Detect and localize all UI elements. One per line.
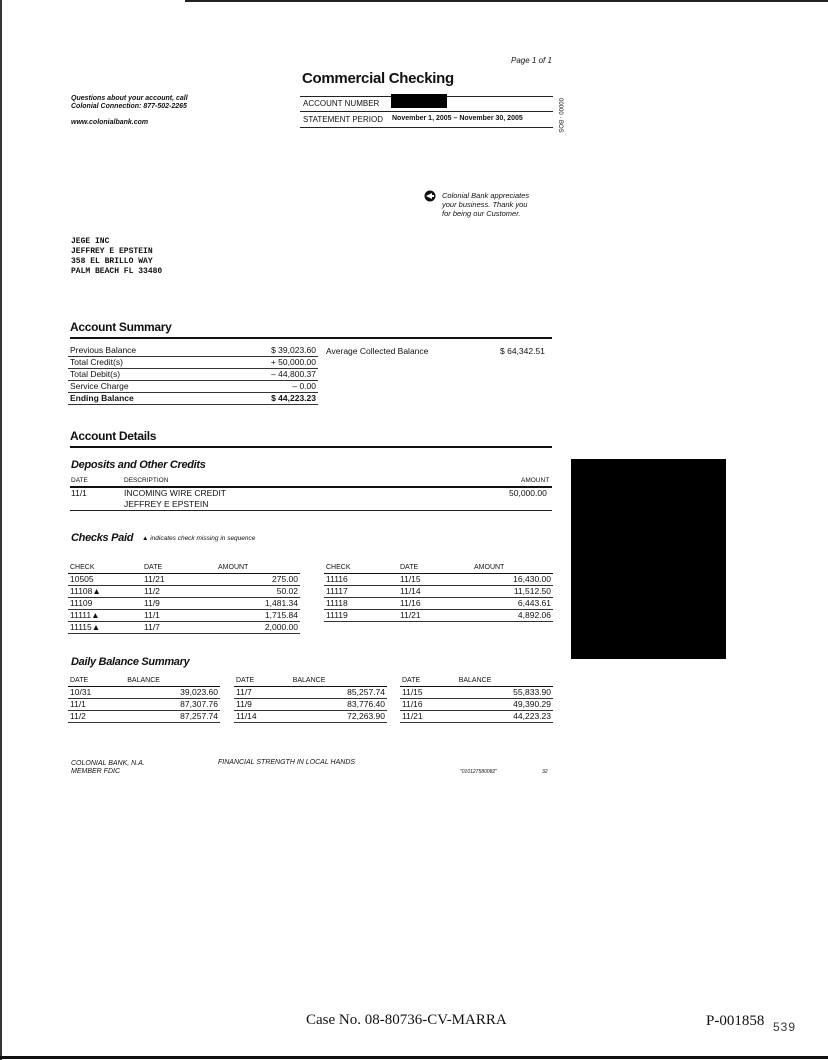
member-fdic: MEMBER FDIC bbox=[71, 768, 120, 775]
check-date: 11/14 bbox=[398, 586, 472, 598]
summary-value: + 50,000.00 bbox=[215, 357, 318, 369]
page-left-edge bbox=[0, 0, 2, 1060]
balance-value: 55,833.90 bbox=[457, 687, 553, 699]
balance-date: 11/15 bbox=[400, 687, 457, 699]
account-number-label: ACCOUNT NUMBER bbox=[303, 99, 380, 108]
checks-paid-heading: Checks Paid bbox=[71, 532, 134, 544]
summary-row-ending bbox=[68, 393, 318, 405]
page-top-edge bbox=[185, 0, 828, 2]
check-row bbox=[324, 574, 553, 586]
bank-slogan: FINANCIAL STRENGTH IN LOCAL HANDS bbox=[218, 759, 356, 766]
deposits-col-date: DATE bbox=[71, 477, 88, 484]
balance-value: 83,776.40 bbox=[291, 699, 387, 711]
summary-label: Total Credit(s) bbox=[68, 357, 215, 369]
deposit-amount: 50,000.00 bbox=[509, 488, 547, 498]
statement-title: Commercial Checking bbox=[302, 70, 454, 87]
balance-value: 85,257.74 bbox=[291, 687, 387, 699]
contact-line1: Questions about your account, call bbox=[71, 95, 188, 102]
check-date: 11/16 bbox=[398, 598, 472, 610]
side-code: 00000 · BOS bbox=[557, 98, 563, 133]
summary-heading-rule bbox=[70, 337, 552, 339]
deposit-desc-line2: JEFFREY E EPSTEIN bbox=[124, 499, 209, 509]
col-date: DATE bbox=[68, 675, 125, 687]
contact-block bbox=[71, 95, 188, 111]
statement-period-value: November 1, 2005 – November 30, 2005 bbox=[392, 115, 523, 122]
col-balance: BALANCE bbox=[291, 675, 387, 687]
colonial-logo-icon bbox=[424, 190, 436, 202]
deposits-heading: Deposits and Other Credits bbox=[71, 459, 206, 471]
appreciation-message bbox=[442, 191, 529, 218]
summary-row bbox=[68, 345, 318, 357]
check-number: 11117 bbox=[324, 586, 398, 598]
check-date: 11/15 bbox=[398, 574, 472, 586]
balance-date: 11/14 bbox=[234, 711, 291, 723]
case-number: Case No. 08-80736-CV-MARRA bbox=[306, 1012, 507, 1028]
balance-date: 10/31 bbox=[68, 687, 125, 699]
balance-value: 87,307.76 bbox=[125, 699, 220, 711]
balance-date: 11/7 bbox=[234, 687, 291, 699]
summary-label: Service Charge bbox=[68, 381, 215, 393]
check-amount: 2,000.00 bbox=[216, 622, 300, 634]
address-line: PALM BEACH FL 33480 bbox=[71, 267, 163, 276]
daily-balance-row bbox=[400, 699, 553, 711]
deposits-col-amount: AMOUNT bbox=[521, 477, 550, 484]
daily-balance-row bbox=[68, 699, 220, 711]
page-indicator: Page 1 of 1 bbox=[511, 56, 552, 65]
bates-number: P-001858 bbox=[706, 1013, 765, 1029]
col-check: CHECK bbox=[68, 562, 142, 574]
balance-date: 11/21 bbox=[400, 711, 457, 723]
address-line: JEGE INC bbox=[71, 237, 110, 246]
check-amount: 4,892.06 bbox=[472, 610, 553, 622]
check-amount: 275.00 bbox=[216, 574, 300, 586]
check-amount: 1,481.34 bbox=[216, 598, 300, 610]
check-date: 11/21 bbox=[142, 574, 216, 586]
col-date: DATE bbox=[142, 562, 216, 574]
account-summary-heading: Account Summary bbox=[70, 320, 172, 334]
check-date: 11/1 bbox=[142, 610, 216, 622]
col-date: DATE bbox=[400, 675, 457, 687]
balance-value: 72,263.90 bbox=[291, 711, 387, 723]
daily-balance-heading: Daily Balance Summary bbox=[71, 656, 190, 668]
bank-name: COLONIAL BANK, N.A. bbox=[71, 760, 145, 767]
summary-row bbox=[68, 369, 318, 381]
summary-value: $ 39,023.60 bbox=[215, 345, 318, 357]
check-number: 11108▲ bbox=[68, 586, 142, 598]
deposit-date: 11/1 bbox=[71, 488, 87, 498]
bank-footer bbox=[71, 760, 145, 776]
deposits-bottom-rule bbox=[70, 510, 552, 511]
daily-balance-table-3 bbox=[400, 675, 553, 723]
balance-value: 87,257.74 bbox=[125, 711, 220, 723]
account-number-redaction bbox=[391, 94, 447, 108]
check-row bbox=[324, 598, 553, 610]
balance-date: 11/2 bbox=[68, 711, 125, 723]
daily-balance-row bbox=[68, 687, 220, 699]
balance-value: 49,390.29 bbox=[457, 699, 553, 711]
check-row bbox=[324, 586, 553, 598]
daily-balance-row bbox=[400, 711, 553, 723]
check-number: 10505 bbox=[68, 574, 142, 586]
col-check: CHECK bbox=[324, 562, 398, 574]
barcode-code: "010127580082" bbox=[460, 769, 497, 775]
check-amount: 1,715.84 bbox=[216, 610, 300, 622]
details-heading-rule bbox=[70, 446, 552, 448]
check-number: 11111▲ bbox=[68, 610, 142, 622]
balance-value: 44,223.23 bbox=[457, 711, 553, 723]
summary-label: Total Debit(s) bbox=[68, 369, 215, 381]
check-row bbox=[68, 574, 300, 586]
daily-balance-row bbox=[234, 711, 387, 723]
check-date: 11/2 bbox=[142, 586, 216, 598]
summary-row bbox=[68, 357, 318, 369]
daily-balance-row bbox=[234, 699, 387, 711]
col-balance: BALANCE bbox=[457, 675, 553, 687]
account-details-heading: Account Details bbox=[70, 429, 157, 443]
summary-value: – 0.00 bbox=[215, 381, 318, 393]
check-number: 11119 bbox=[324, 610, 398, 622]
check-row bbox=[68, 598, 300, 610]
redaction-block bbox=[571, 459, 726, 659]
daily-balance-row bbox=[400, 687, 553, 699]
average-collected-balance-value: $ 64,342.51 bbox=[500, 346, 545, 356]
check-date: 11/7 bbox=[142, 622, 216, 634]
check-number: 11118 bbox=[324, 598, 398, 610]
balance-value: 39,023.60 bbox=[125, 687, 220, 699]
check-amount: 6,443.61 bbox=[472, 598, 553, 610]
appreciation-line2: your business. Thank you bbox=[442, 200, 528, 209]
check-amount: 50.02 bbox=[216, 586, 300, 598]
balance-date: 11/1 bbox=[68, 699, 125, 711]
check-date: 11/21 bbox=[398, 610, 472, 622]
check-row bbox=[68, 622, 300, 634]
check-row bbox=[68, 586, 300, 598]
barcode-code-2: 32 bbox=[542, 769, 548, 775]
mailing-address bbox=[71, 237, 162, 277]
header-rule-bottom bbox=[300, 127, 553, 128]
check-row bbox=[68, 610, 300, 622]
daily-balance-table-2 bbox=[234, 675, 387, 723]
col-date: DATE bbox=[398, 562, 472, 574]
average-collected-balance-label: Average Collected Balance bbox=[326, 346, 429, 356]
bank-website-link[interactable]: www.colonialbank.com bbox=[71, 119, 149, 126]
daily-balance-table-1 bbox=[68, 675, 220, 723]
checks-table-right bbox=[324, 562, 553, 622]
col-amount: AMOUNT bbox=[472, 562, 553, 574]
check-row bbox=[324, 610, 553, 622]
header-rule-mid bbox=[300, 111, 553, 112]
summary-label: Ending Balance bbox=[68, 393, 215, 405]
check-number: 11116 bbox=[324, 574, 398, 586]
summary-label: Previous Balance bbox=[68, 345, 215, 357]
deposits-col-description: DESCRIPTION bbox=[124, 477, 169, 484]
address-line: JEFFREY E EPSTEIN bbox=[71, 247, 153, 256]
balance-date: 11/9 bbox=[234, 699, 291, 711]
check-number: 11115▲ bbox=[68, 622, 142, 634]
summary-value: – 44,800.37 bbox=[215, 369, 318, 381]
check-date: 11/9 bbox=[142, 598, 216, 610]
account-summary-table bbox=[68, 345, 318, 405]
check-amount: 11,512.50 bbox=[472, 586, 553, 598]
daily-balance-row bbox=[68, 711, 220, 723]
checks-table-left bbox=[68, 562, 300, 634]
summary-value: $ 44,223.23 bbox=[215, 393, 318, 405]
deposit-desc-line1: INCOMING WIRE CREDIT bbox=[124, 488, 226, 498]
bates-subnumber: 539 bbox=[773, 1020, 797, 1034]
col-date: DATE bbox=[234, 675, 291, 687]
appreciation-line1: Colonial Bank appreciates bbox=[442, 191, 530, 200]
check-number: 11109 bbox=[68, 598, 142, 610]
statement-period-label: STATEMENT PERIOD bbox=[303, 115, 384, 124]
checks-paid-note: ▲ indicates check missing in sequence bbox=[142, 535, 256, 542]
daily-balance-row bbox=[234, 687, 387, 699]
col-balance: BALANCE bbox=[125, 675, 220, 687]
col-amount: AMOUNT bbox=[216, 562, 300, 574]
contact-phone: Colonial Connection: 877-502-2265 bbox=[71, 103, 187, 110]
check-amount: 16,430.00 bbox=[472, 574, 553, 586]
deposit-description bbox=[124, 488, 226, 510]
summary-row bbox=[68, 381, 318, 393]
page-bottom-edge bbox=[0, 1056, 828, 1059]
appreciation-line3: for being our Customer. bbox=[442, 209, 521, 218]
balance-date: 11/16 bbox=[400, 699, 457, 711]
address-line: 358 EL BRILLO WAY bbox=[71, 257, 153, 266]
